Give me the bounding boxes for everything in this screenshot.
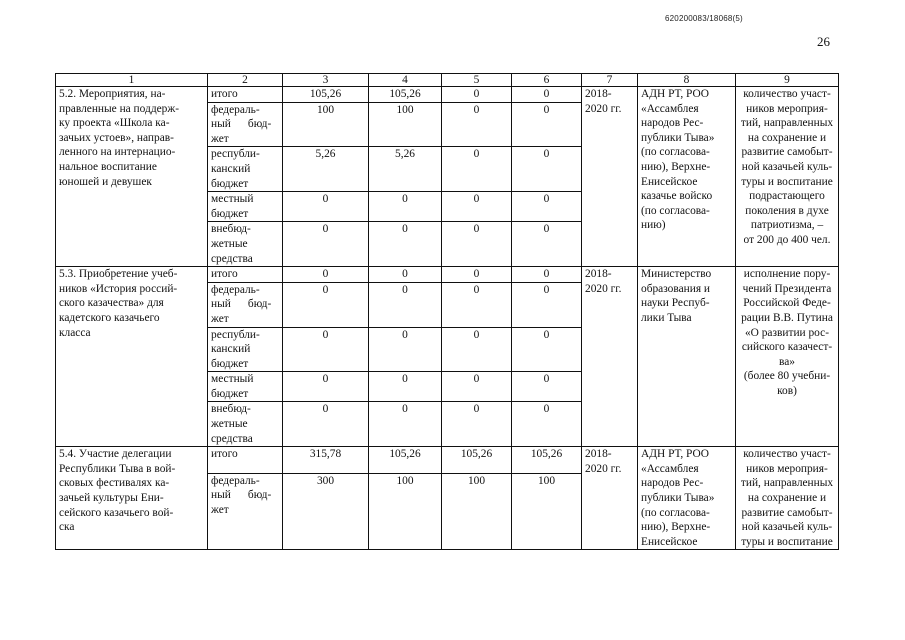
amount-cell: 0 [512,102,582,147]
column-number: 7 [582,74,638,87]
column-number: 1 [56,74,208,87]
funding-source-cell: республи- канский бюджет [208,327,283,372]
executor-cell: АДН РТ, РОО «Ассамблея народов Рес- публики Тыва» (по согласова- нию), Верхне- Енисейское казачье войско (по согласова- нию) [638,87,736,267]
table-row [56,447,839,474]
amount-cell: 0 [283,372,369,402]
amount-cell: 0 [442,87,512,103]
amount-cell: 0 [442,282,512,327]
funding-source-cell: итого [208,87,283,103]
amount-cell: 100 [283,102,369,147]
amount-cell: 0 [512,147,582,192]
amount-cell: 5,26 [283,147,369,192]
page-number: 26 [817,34,830,49]
period-cell: 2018- 2020 гг. [582,87,638,267]
funding-source-cell: федераль- ный бюд- жет [208,102,283,147]
column-number-row [56,74,839,87]
indicator-cell: исполнение пору- чений Президента Российской Феде- рации В.В. Путина «О развитии рос- сийского казачест- ва» (более 80 учебни- ков) [736,267,839,447]
amount-cell: 0 [442,402,512,447]
amount-cell: 0 [369,327,442,372]
amount-cell: 0 [283,402,369,447]
amount-cell: 0 [369,282,442,327]
amount-cell: 0 [283,192,369,222]
amount-cell: 0 [442,192,512,222]
amount-cell: 300 [283,473,369,550]
column-number: 4 [369,74,442,87]
program-table [55,73,839,550]
amount-cell: 0 [369,267,442,283]
amount-cell: 0 [369,372,442,402]
period-cell: 2018- 2020 гг. [582,267,638,447]
funding-source-cell: итого [208,267,283,283]
table-row [56,267,839,283]
amount-cell: 105,26 [442,447,512,474]
amount-cell: 0 [283,282,369,327]
document-id: 620200083/18068(5) [665,14,743,23]
amount-cell: 100 [512,473,582,550]
executor-cell: АДН РТ, РОО «Ассамблея народов Рес- публики Тыва» (по согласова- нию), Верхне- Енисейское [638,447,736,550]
amount-cell: 105,26 [512,447,582,474]
amount-cell: 0 [442,147,512,192]
amount-cell: 0 [369,402,442,447]
column-number: 6 [512,74,582,87]
amount-cell: 0 [283,222,369,267]
event-title-cell: 5.2. Мероприятия, на- правленные на поддерж- ку проекта «Школа ка- зачьих устоев», направ- ленного на интернацио- нальное воспитание юношей и девушек [56,87,208,267]
amount-cell: 100 [442,473,512,550]
amount-cell: 315,78 [283,447,369,474]
amount-cell: 0 [283,267,369,283]
amount-cell: 0 [512,372,582,402]
funding-source-cell: итого [208,447,283,474]
funding-source-cell: местный бюджет [208,192,283,222]
indicator-cell: количество участ- ников мероприя- тий, направленных на сохранение и развитие самобыт- ной казачьей куль- туры и воспитание [736,447,839,550]
event-title-cell: 5.4. Участие делегации Республики Тыва в вой- сковых фестивалях ка- зачьей культуры Ени- сейского казачьего вой- ска [56,447,208,550]
amount-cell: 0 [442,267,512,283]
column-number: 3 [283,74,369,87]
amount-cell: 0 [442,222,512,267]
indicator-cell: количество участ- ников мероприя- тий, направленных на сохранение и развитие самобыт- ной казачьей куль- туры и воспитание подрастающего поколения в духе патриотизма, – от 200 до 400 чел. [736,87,839,267]
amount-cell: 0 [283,327,369,372]
amount-cell: 0 [442,372,512,402]
column-number: 9 [736,74,839,87]
column-number: 5 [442,74,512,87]
column-number: 8 [638,74,736,87]
funding-source-cell: федераль- ный бюд- жет [208,282,283,327]
amount-cell: 0 [512,327,582,372]
amount-cell: 105,26 [369,87,442,103]
amount-cell: 0 [512,87,582,103]
amount-cell: 100 [369,102,442,147]
funding-source-cell: федераль- ный бюд- жет [208,473,283,550]
table-row [56,87,839,103]
amount-cell: 0 [369,222,442,267]
funding-source-cell: внебюд- жетные средства [208,402,283,447]
amount-cell: 0 [512,282,582,327]
amount-cell: 0 [442,327,512,372]
event-title-cell: 5.3. Приобретение учеб- ников «История россий- ского казачества» для кадетского казачьего класса [56,267,208,447]
amount-cell: 0 [512,192,582,222]
amount-cell: 0 [369,192,442,222]
amount-cell: 105,26 [283,87,369,103]
column-number: 2 [208,74,283,87]
period-cell: 2018- 2020 гг. [582,447,638,550]
amount-cell: 0 [512,402,582,447]
amount-cell: 0 [512,267,582,283]
executor-cell: Министерство образования и науки Респуб- лики Тыва [638,267,736,447]
amount-cell: 0 [512,222,582,267]
funding-source-cell: внебюд- жетные средства [208,222,283,267]
funding-source-cell: местный бюджет [208,372,283,402]
amount-cell: 5,26 [369,147,442,192]
amount-cell: 0 [442,102,512,147]
funding-source-cell: республи- канский бюджет [208,147,283,192]
amount-cell: 105,26 [369,447,442,474]
amount-cell: 100 [369,473,442,550]
